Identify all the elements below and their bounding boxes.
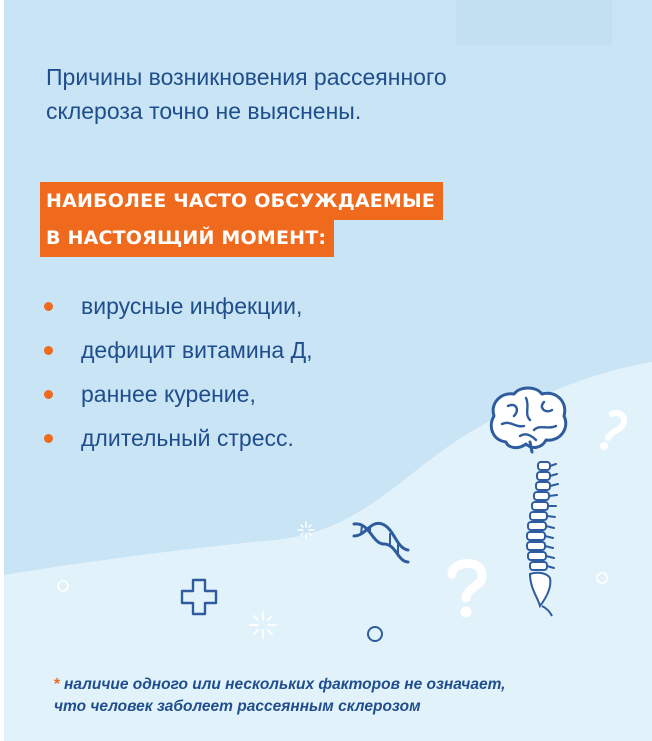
sparkle-icon [248,610,278,640]
cause-text: раннее курение, [81,380,256,407]
question-mark-icon [444,556,490,622]
cause-text: вирусные инфекции, [81,292,303,319]
question-mark-icon [596,408,630,452]
footnote [54,674,614,718]
footnote-line: что человек заболеет рассеянным склерозом [54,698,421,715]
sparkle-icon [296,520,316,540]
list-item [44,416,313,460]
list-item [44,372,313,416]
footnote-line: наличие одного или нескольких факторов не означает, [64,676,506,693]
bullet-icon [44,302,53,311]
intro-line: склероза точно не выяснены. [46,98,362,124]
causes-list [44,284,313,460]
brain-icon [486,386,572,454]
list-item [44,284,313,328]
cause-text: дефицит витамина Д, [81,336,313,363]
bullet-icon [44,434,53,443]
corner-badge [456,0,612,46]
highlight-heading [40,182,443,257]
infographic-card [4,0,652,741]
highlight-line: НАИБОЛЕЕ ЧАСТО ОБСУЖДАЕМЫЕ [40,182,443,220]
cause-text: длительный стресс. [81,424,294,451]
footnote-marker: * [54,676,61,693]
list-item [44,328,313,372]
dna-icon [350,518,412,566]
spine-icon [516,458,566,618]
bullet-icon [44,390,53,399]
medical-cross-icon [180,578,218,616]
intro-text [46,60,606,128]
intro-line: Причины возникновения рассеянного [46,64,447,90]
highlight-line: В НАСТОЯЩИЙ МОМЕНТ: [40,219,334,257]
bullet-icon [44,346,53,355]
